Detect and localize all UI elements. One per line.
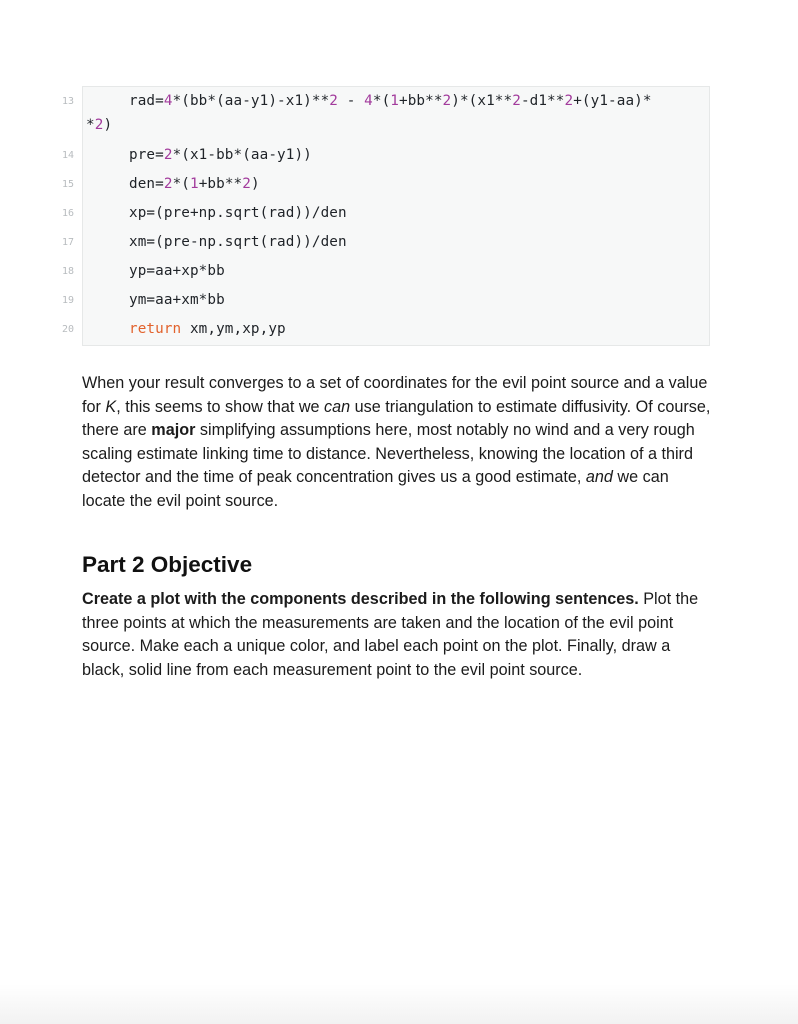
code-token: 2: [442, 93, 452, 109]
code-token: xm,ym,xp,yp: [181, 321, 286, 337]
code-token: )*(x1**: [451, 93, 513, 109]
code-token: rad=: [129, 93, 164, 109]
code-token: *(: [372, 93, 391, 109]
line-number: 20: [61, 324, 74, 335]
code-token: ): [250, 176, 260, 192]
code-token: 2: [94, 117, 104, 133]
code-token: 2: [163, 147, 173, 163]
text-run: K: [105, 397, 117, 416]
text-run: can: [324, 397, 351, 416]
text-run: Plot the three points at which the measurements are taken and the location of the evil point source. Make each a unique color, and label each point on the plot. Finally, draw a black, solid line from each measurement point to the evil point source.: [82, 590, 699, 679]
code-token: +(y1-aa)*: [573, 93, 652, 109]
section-heading: Part 2 Objective: [82, 552, 253, 577]
page-bottom-edge: [0, 984, 798, 1024]
code-line: [129, 321, 286, 337]
code-token: 2: [564, 93, 574, 109]
text-run: When your result converges to a set of coordinates for the evil point source and a value for: [82, 374, 708, 416]
code-token: *(bb*(aa-y1)-x1)**: [172, 93, 330, 109]
code-token: 2: [163, 176, 173, 192]
line-number: 13: [61, 96, 74, 107]
code-line: [129, 93, 652, 109]
text-run: and: [585, 468, 613, 486]
code-line: [129, 234, 347, 250]
code-token: yp=aa+xp*bb: [129, 263, 225, 279]
code-token: ym=aa+xm*bb: [129, 292, 225, 308]
code-token: pre=: [129, 147, 164, 163]
code-token: 2: [329, 93, 339, 109]
code-token: 1: [189, 176, 199, 192]
code-token: den=: [129, 176, 164, 192]
code-token: 2: [512, 93, 521, 109]
code-token: -d1**: [520, 93, 565, 109]
code-line: [129, 147, 312, 163]
code-token: *(x1-bb*(aa-y1)): [172, 147, 312, 163]
text-run: we can locate the evil point source.: [82, 468, 669, 510]
code-token: *(: [172, 176, 190, 192]
code-token: 1: [390, 93, 399, 109]
code-line-continuation: [86, 117, 112, 133]
code-line: [129, 176, 260, 192]
text-run: simplifying assumptions here, most notably no wind and a very rough scaling estimate linking time to distance. Nevertheless, knowing the location of a third detector and the time of peak concentration gives us a good estimate,: [82, 421, 695, 486]
code-token: 2: [242, 176, 251, 192]
line-number: 16: [61, 208, 74, 219]
text-run: Create a plot with the components described in the following sentences.: [82, 590, 639, 608]
code-line: [129, 205, 347, 221]
code-token: 4: [163, 93, 173, 109]
code-token: -: [338, 93, 365, 109]
line-number: 15: [61, 179, 74, 190]
line-number: 18: [61, 266, 74, 277]
code-token: +bb**: [399, 93, 443, 109]
code-token: return: [129, 321, 182, 337]
line-number: 17: [61, 237, 74, 248]
code-token: 4: [364, 93, 373, 109]
line-number: 14: [61, 150, 74, 161]
text-run: , this seems to show that we: [116, 397, 325, 416]
code-token: xp=(pre+np.sqrt(rad))/den: [129, 205, 347, 221]
text-run: use triangulation to estimate diffusivity. Of course, there are: [82, 397, 711, 439]
objective-paragraph: [82, 588, 714, 682]
text-run: major: [151, 421, 196, 439]
explanation-paragraph: [82, 372, 714, 513]
code-line: [129, 292, 225, 308]
code-line: [129, 263, 225, 279]
code-token: ): [103, 117, 113, 133]
code-token: xm=(pre-np.sqrt(rad))/den: [129, 234, 347, 250]
line-number: 19: [61, 295, 74, 306]
code-token: *: [86, 117, 95, 133]
code-token: +bb**: [198, 176, 243, 192]
